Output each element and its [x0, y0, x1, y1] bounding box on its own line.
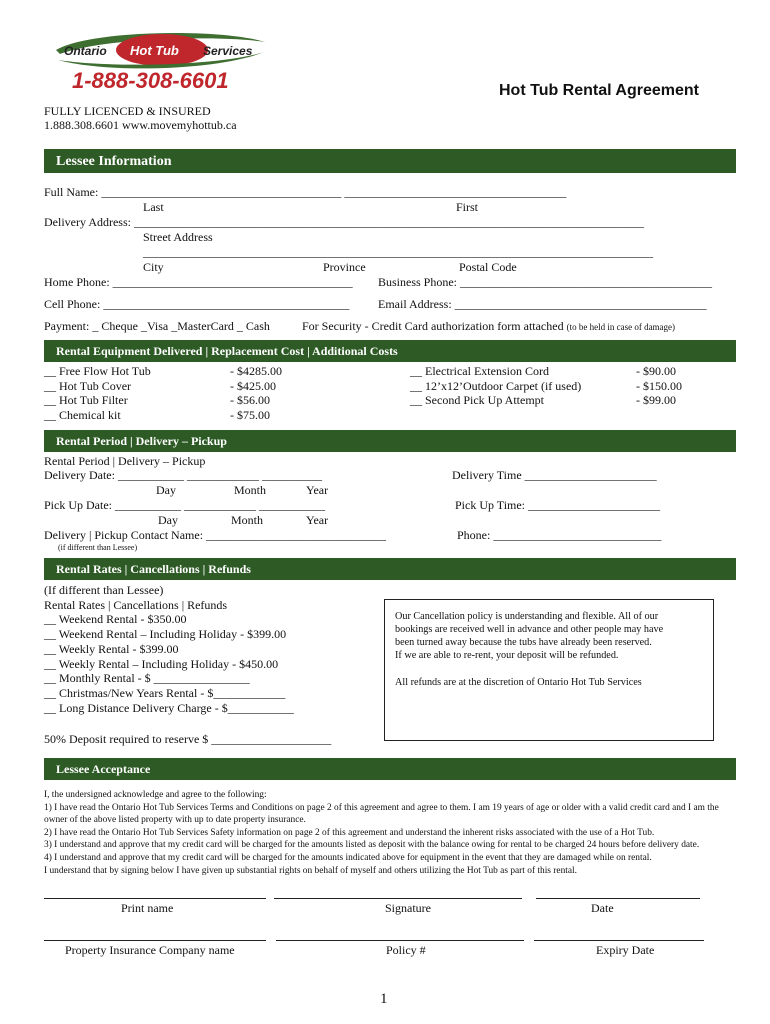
city-label: City — [143, 260, 164, 274]
logo-text-services: Services — [203, 44, 253, 58]
section-lessee-info: Lessee Information — [44, 149, 736, 173]
equipment-row[interactable]: __ Electrical Extension Cord — [410, 364, 549, 378]
contact-name-field[interactable]: Delivery | Pickup Contact Name: ______________________________ — [44, 528, 387, 542]
payment-options[interactable]: Payment: _ Cheque _Visa _MasterCard _ Cash — [44, 319, 270, 333]
cancellation-policy-box — [384, 599, 714, 741]
pickup-time-field[interactable]: Pick Up Time: ______________________ — [455, 498, 661, 512]
delivery-address-field[interactable]: Delivery Address: _____________________________________________________________________________________ — [44, 215, 644, 229]
business-phone-field[interactable]: Business Phone: __________________________________________ — [378, 275, 713, 289]
rate-option[interactable]: __ Christmas/New Years Rental - $____________ — [44, 685, 286, 700]
equipment-row[interactable]: __ Hot Tub Cover — [44, 378, 132, 393]
insurance-company-line[interactable] — [44, 940, 266, 941]
delivery-date-field[interactable]: Delivery Date: ___________ ____________ __________ — [44, 468, 322, 482]
section-acceptance: Lessee Acceptance — [44, 758, 736, 780]
if-different-note: (if different than Lessee) — [58, 543, 138, 552]
security-note: (to be held in case of damage) — [566, 322, 676, 332]
company-logo — [50, 26, 272, 94]
logo-text-hottub: Hot Tub — [130, 43, 179, 58]
logo-text-ontario: Ontario — [64, 44, 107, 58]
month-label: Month — [234, 483, 267, 497]
day-label: Day — [156, 483, 176, 497]
deposit-field[interactable]: 50% Deposit required to reserve $ ____________________ — [44, 732, 332, 746]
logo-phone: 1-888-308-6601 — [72, 68, 229, 93]
signature-label: Signature — [385, 901, 431, 915]
address-line-2[interactable]: _____________________________________________________________________________________ — [143, 245, 653, 259]
policy-text — [395, 610, 663, 662]
street-label: Street Address — [143, 230, 213, 244]
equipment-row[interactable]: __ Second Pick Up Attempt — [410, 393, 544, 408]
rate-option[interactable]: __ Weekly Rental – Including Holiday - $450.00 — [44, 656, 279, 671]
home-phone-field[interactable]: Home Phone: ________________________________________ — [44, 275, 353, 289]
section-rental-period: Rental Period | Delivery – Pickup — [44, 430, 736, 452]
rates-line: Rental Rates | Cancellations | Refunds — [44, 597, 228, 612]
rates-list — [44, 583, 294, 715]
province-label: Province — [323, 260, 366, 274]
acceptance-intro: I, the undersigned acknowledge and agree to the following: — [44, 790, 267, 800]
expiry-date-line[interactable] — [534, 940, 704, 941]
equipment-cost: - $99.00 — [636, 393, 676, 408]
print-name-label: Print name — [121, 901, 174, 915]
year-label: Year — [306, 513, 329, 527]
policy-number-label: Policy # — [386, 943, 426, 957]
full-name-field[interactable]: Full Name: ________________________________________ _____________________________________ — [44, 185, 567, 199]
equipment-right-items — [410, 364, 581, 408]
expiry-date-label: Expiry Date — [596, 943, 655, 957]
month-label: Month — [231, 513, 264, 527]
equipment-cost: - $56.00 — [230, 393, 270, 408]
policy-number-line[interactable] — [276, 940, 524, 941]
delivery-time-field[interactable]: Delivery Time ______________________ — [452, 468, 657, 482]
day-label: Day — [158, 513, 178, 527]
contact-phone-field[interactable]: Phone: ____________________________ — [457, 528, 662, 542]
section-rates: Rental Rates | Cancellations | Refunds — [44, 558, 736, 580]
email-field[interactable]: Email Address: __________________________________________ — [378, 297, 707, 311]
equipment-row[interactable]: __ Free Flow Hot Tub — [44, 364, 151, 378]
equipment-cost: - $90.00 — [636, 364, 676, 378]
equipment-cost: - $75.00 — [230, 407, 270, 422]
last-label: Last — [143, 200, 164, 214]
acceptance-item: 2) I have read the Ontario Hot Tub Services Safety information on page 2 of this agreement and understand the inherent risks associated with the use of a Hot Tub. — [44, 827, 655, 838]
equipment-right-costs — [636, 364, 682, 408]
rate-option[interactable]: __ Weekend Rental – Including Holiday - $399.00 — [44, 627, 287, 642]
equipment-left-costs — [230, 364, 282, 422]
security-text — [302, 319, 675, 334]
equipment-row[interactable]: __ 12’x12’Outdoor Carpet (if used) — [410, 378, 582, 393]
security-label: For Security - Credit Card authorization form attached — [302, 319, 564, 333]
page-number: 1 — [380, 991, 388, 1007]
acceptance-text — [44, 789, 734, 877]
rate-option[interactable]: __ Long Distance Delivery Charge - $___________ — [44, 700, 294, 715]
equipment-cost: - $4285.00 — [230, 364, 282, 378]
policy-line: Our Cancellation policy is understanding and flexible. All of our — [395, 611, 659, 622]
policy-line: If we are able to re-rent, your deposit will be refunded. — [395, 650, 619, 661]
policy-line: been turned away because the tubs have already been reserved. — [395, 637, 652, 648]
insurance-company-label: Property Insurance Company name — [65, 943, 235, 957]
document-title: Hot Tub Rental Agreement — [499, 82, 700, 99]
date-label: Date — [591, 901, 614, 915]
equipment-row[interactable]: __ Hot Tub Filter — [44, 393, 128, 408]
policy-line: bookings are received well in advance and other people may have — [395, 624, 664, 635]
logo-graphic — [50, 26, 272, 94]
rate-option[interactable]: __ Weekly Rental - $399.00 — [44, 641, 179, 656]
period-subheading: Rental Period | Delivery – Pickup — [44, 454, 206, 468]
rate-option[interactable]: __ Monthly Rental - $ ________________ — [44, 671, 250, 686]
print-name-line[interactable] — [44, 898, 266, 899]
refunds-text: All refunds are at the discretion of Ontario Hot Tub Services — [395, 677, 642, 688]
acceptance-item: 1) I have read the Ontario Hot Tub Services Terms and Conditions on page 2 of this agreement and agree to them. I am 19 years of age or older with a valid credit card and I am the owner of the above listed property with up to date property insurance. — [44, 802, 719, 826]
equipment-cost: - $150.00 — [636, 378, 682, 393]
year-label: Year — [306, 483, 329, 497]
contact-line: 1.888.308.6601 www.movemyhottub.ca — [44, 118, 237, 132]
signature-line[interactable] — [274, 898, 522, 899]
rate-option[interactable]: __ Weekend Rental - $350.00 — [44, 612, 187, 627]
rates-line: (If different than Lessee) — [44, 583, 164, 597]
first-label: First — [456, 200, 479, 214]
acceptance-item: I understand that by signing below I have given up substantial rights on behalf of myself and others utilizing the Hot Tub as part of this rental. — [44, 865, 577, 876]
acceptance-item: 4) I understand and approve that my credit card will be charged for the amounts indicated above for equipment in the event that they are damaged while on rental. — [44, 852, 652, 863]
equipment-row[interactable]: __ Chemical kit — [44, 407, 121, 422]
acceptance-item: 3) I understand and approve that my credit card will be charged for the amounts listed as deposit with the balance owing for rental to be charged 24 hours before delivery date. — [44, 840, 700, 851]
postal-label: Postal Code — [459, 260, 517, 274]
cell-phone-field[interactable]: Cell Phone: _________________________________________ — [44, 297, 350, 311]
licensed-text: FULLY LICENCED & INSURED — [44, 104, 211, 118]
equipment-left-items — [44, 364, 151, 422]
section-equipment: Rental Equipment Delivered | Replacement Cost | Additional Costs — [44, 340, 736, 362]
pickup-date-field[interactable]: Pick Up Date: ___________ ____________ ___________ — [44, 498, 325, 512]
date-line[interactable] — [536, 898, 700, 899]
equipment-cost: - $425.00 — [230, 378, 276, 393]
